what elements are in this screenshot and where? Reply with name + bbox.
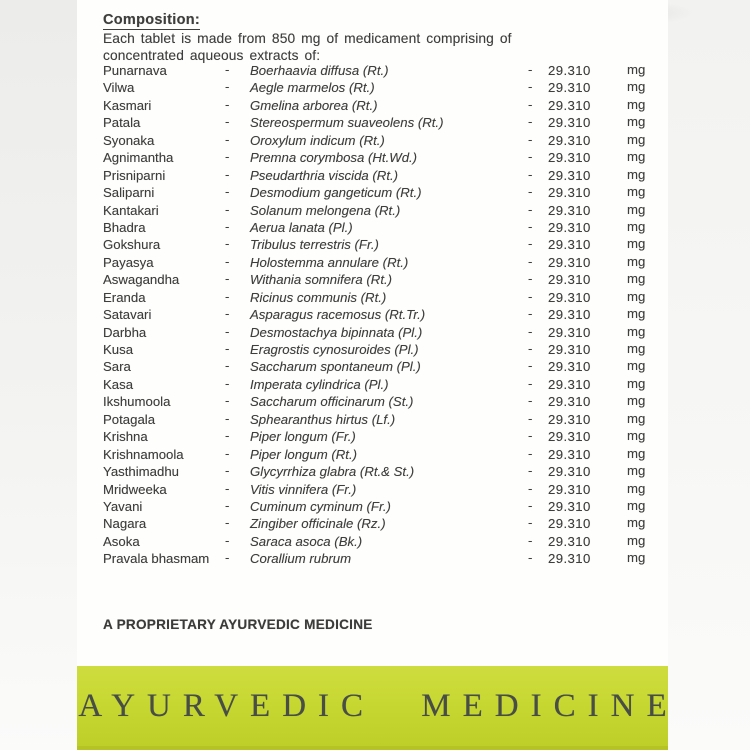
ingredient-unit: mg: [627, 410, 646, 426]
ingredient-row: [103, 63, 663, 80]
ingredient-row: [103, 447, 663, 464]
ingredient-unit: mg: [627, 323, 646, 339]
ingredient-name: Sara: [103, 359, 131, 375]
ingredient-latin-name: Vitis vinnifera (Fr.): [250, 481, 357, 497]
ingredient-latin-name: Tribulus terrestris (Fr.): [250, 237, 379, 253]
ingredient-amount: 29.310: [548, 376, 591, 392]
ingredient-unit: mg: [627, 218, 646, 234]
ingredient-amount: 29.310: [548, 411, 591, 427]
ingredient-row: [103, 464, 663, 481]
ingredient-name: Asoka: [103, 533, 140, 549]
ingredient-row: [103, 394, 663, 411]
ingredient-unit: mg: [627, 149, 646, 165]
separator-dash: -: [225, 515, 230, 531]
ingredient-amount: 29.310: [548, 446, 591, 462]
ingredient-name: Satavari: [103, 307, 152, 323]
separator-dash: -: [225, 114, 230, 130]
ingredient-unit: mg: [627, 131, 646, 147]
ingredient-name: Ikshumoola: [103, 394, 171, 410]
ingredient-amount: 29.310: [548, 464, 591, 480]
separator-dash: -: [528, 131, 533, 147]
ingredient-unit: mg: [627, 497, 646, 513]
ingredient-name: Mridweeka: [103, 481, 167, 497]
ingredient-unit: mg: [627, 445, 646, 461]
ingredient-row: [103, 185, 663, 202]
ingredient-row: [103, 150, 663, 167]
ingredient-amount: 29.310: [548, 498, 591, 514]
ingredient-name: Darbha: [103, 324, 147, 340]
ingredient-row: [103, 516, 663, 533]
separator-dash: -: [528, 149, 533, 165]
ingredient-amount: 29.310: [548, 481, 591, 497]
separator-dash: -: [528, 410, 533, 426]
medicine-label: [77, 0, 679, 750]
separator-dash: -: [225, 532, 230, 548]
separator-dash: -: [225, 201, 230, 217]
ingredient-row: [103, 115, 663, 132]
separator-dash: -: [528, 288, 533, 304]
ingredient-unit: mg: [627, 480, 646, 496]
ingredient-name: Agnimantha: [103, 150, 174, 166]
ingredient-unit: mg: [627, 288, 646, 304]
ingredient-row: [103, 220, 663, 237]
ingredient-name: Kasmari: [103, 97, 152, 113]
separator-dash: -: [528, 218, 533, 234]
ingredient-row: [103, 80, 663, 97]
ingredient-amount: 29.310: [548, 324, 591, 340]
separator-dash: -: [225, 463, 230, 479]
ingredient-unit: mg: [627, 515, 646, 531]
ingredient-row: [103, 534, 663, 551]
ingredient-latin-name: Withania somnifera (Rt.): [250, 272, 393, 288]
separator-dash: -: [225, 497, 230, 513]
separator-dash: -: [225, 253, 230, 269]
separator-dash: -: [225, 218, 230, 234]
ingredient-unit: mg: [627, 358, 646, 374]
ingredient-latin-name: Solanum melongena (Rt.): [250, 202, 401, 218]
ingredient-unit: mg: [627, 114, 646, 130]
ingredient-unit: mg: [627, 550, 646, 566]
ingredient-name: Saliparni: [103, 185, 155, 201]
ingredient-amount: 29.310: [548, 429, 591, 445]
ingredient-row: [103, 255, 663, 272]
ingredient-amount: 29.310: [548, 359, 591, 375]
ingredient-amount: 29.310: [548, 167, 591, 183]
ingredient-row: [103, 499, 663, 516]
ingredient-latin-name: Desmodium gangeticum (Rt.): [250, 185, 422, 201]
ingredient-amount: 29.310: [548, 307, 591, 323]
ingredient-latin-name: Gmelina arborea (Rt.): [250, 97, 378, 113]
separator-dash: -: [528, 428, 533, 444]
ingredient-row: [103, 237, 663, 254]
ingredient-unit: mg: [627, 306, 646, 322]
separator-dash: -: [528, 62, 533, 77]
ingredient-amount: 29.310: [548, 150, 591, 166]
separator-dash: -: [528, 96, 533, 112]
photo-margin-left: [0, 0, 77, 750]
separator-dash: -: [225, 393, 230, 409]
separator-dash: -: [225, 131, 230, 147]
ingredient-unit: mg: [627, 393, 646, 409]
ingredient-latin-name: Imperata cylindrica (Pl.): [250, 376, 389, 392]
separator-dash: -: [528, 393, 533, 409]
ingredient-unit: mg: [627, 79, 646, 95]
separator-dash: -: [528, 114, 533, 130]
separator-dash: -: [528, 515, 533, 531]
ingredient-name: Eranda: [103, 289, 146, 305]
separator-dash: -: [225, 323, 230, 339]
ingredient-latin-name: Cuminum cyminum (Fr.): [250, 498, 391, 514]
intro-line-1: Each tablet is made from 850 mg of medicament comprising of: [103, 31, 512, 46]
ingredient-unit: mg: [627, 253, 646, 269]
separator-dash: -: [225, 358, 230, 374]
ingredient-name: Punarnava: [103, 63, 167, 78]
ingredient-row: [103, 203, 663, 220]
ingredient-row: [103, 359, 663, 376]
ingredient-latin-name: Desmostachya bipinnata (Pl.): [250, 324, 423, 340]
ingredient-name: Krishnamoola: [103, 446, 184, 462]
separator-dash: -: [225, 428, 230, 444]
separator-dash: -: [225, 236, 230, 252]
ingredient-name: Kasa: [103, 376, 134, 392]
separator-dash: -: [528, 375, 533, 391]
separator-dash: -: [528, 271, 533, 287]
ingredient-name: Yavani: [103, 498, 143, 514]
separator-dash: -: [225, 410, 230, 426]
ingredient-amount: 29.310: [548, 237, 591, 253]
separator-dash: -: [528, 463, 533, 479]
composition-heading: Composition:: [103, 12, 201, 28]
ingredient-row: [103, 307, 663, 324]
separator-dash: -: [225, 341, 230, 356]
ayurvedic-medicine-banner: [77, 666, 679, 750]
separator-dash: -: [225, 375, 230, 391]
ingredient-row: [103, 482, 663, 499]
proprietary-statement: A PROPRIETARY AYURVEDIC MEDICINE: [103, 617, 373, 632]
ingredient-latin-name: Eragrostis cynosuroides (Pl.): [250, 342, 419, 357]
ingredient-amount: 29.310: [548, 272, 591, 288]
separator-dash: -: [225, 79, 230, 95]
ingredient-name: Potagala: [103, 411, 156, 427]
ingredient-name: Kusa: [103, 342, 134, 357]
ingredient-amount: 29.310: [548, 289, 591, 305]
ingredient-latin-name: Zingiber officinale (Rz.): [250, 516, 386, 532]
ingredient-latin-name: Aerua lanata (Pl.): [250, 219, 353, 235]
ingredient-latin-name: Aegle marmelos (Rt.): [250, 80, 375, 96]
ingredient-row: [103, 551, 663, 568]
ingredient-row: [103, 412, 663, 429]
ingredient-unit: mg: [627, 201, 646, 217]
ingredient-amount: 29.310: [548, 342, 591, 357]
ingredient-row: [103, 429, 663, 446]
ingredient-unit: mg: [627, 62, 646, 77]
ingredient-name: Pravala bhasmam: [103, 551, 210, 567]
ingredient-latin-name: Saraca asoca (Bk.): [250, 533, 363, 549]
ingredient-amount: 29.310: [548, 202, 591, 218]
ingredient-amount: 29.310: [548, 185, 591, 201]
ingredient-amount: 29.310: [548, 80, 591, 96]
separator-dash: -: [528, 532, 533, 548]
separator-dash: -: [225, 480, 230, 496]
separator-dash: -: [528, 236, 533, 252]
ingredient-row: [103, 325, 663, 342]
ingredient-unit: mg: [627, 463, 646, 479]
separator-dash: -: [528, 358, 533, 374]
separator-dash: -: [528, 480, 533, 496]
ingredient-latin-name: Piper longum (Rt.): [250, 446, 358, 462]
ingredient-amount: 29.310: [548, 516, 591, 532]
ingredient-latin-name: Saccharum officinarum (St.): [250, 394, 414, 410]
separator-dash: -: [225, 166, 230, 182]
separator-dash: -: [225, 149, 230, 165]
ingredient-latin-name: Ricinus communis (Rt.): [250, 289, 387, 305]
ingredient-latin-name: Sphearanthus hirtus (Lf.): [250, 411, 396, 427]
ingredient-row: [103, 272, 663, 289]
intro-line-2: concentrated aqueous extracts of:: [103, 48, 321, 63]
ingredient-name: Gokshura: [103, 237, 161, 253]
ingredient-name: Payasya: [103, 254, 154, 270]
ingredient-row: [103, 133, 663, 150]
ingredient-name: Krishna: [103, 429, 148, 445]
ingredient-name: Syonaka: [103, 132, 155, 148]
ingredient-row: [103, 168, 663, 185]
ingredient-latin-name: Asparagus racemosus (Rt.Tr.): [250, 307, 426, 323]
ingredient-unit: mg: [627, 236, 646, 252]
separator-dash: -: [225, 306, 230, 322]
ingredient-amount: 29.310: [548, 219, 591, 235]
ingredient-latin-name: Stereospermum suaveolens (Rt.): [250, 115, 444, 131]
ingredient-name: Yasthimadhu: [103, 464, 179, 480]
ingredient-name: Patala: [103, 115, 141, 131]
separator-dash: -: [528, 497, 533, 513]
separator-dash: -: [528, 201, 533, 217]
separator-dash: -: [225, 96, 230, 112]
ingredient-unit: mg: [627, 532, 646, 548]
ingredient-unit: mg: [627, 166, 646, 182]
separator-dash: -: [528, 166, 533, 182]
ingredient-latin-name: Boerhaavia diffusa (Rt.): [250, 63, 389, 78]
ingredient-row: [103, 342, 663, 359]
ingredient-latin-name: Piper longum (Fr.): [250, 429, 356, 445]
ingredient-name: Prisniparni: [103, 167, 166, 183]
separator-dash: -: [528, 550, 533, 566]
separator-dash: -: [225, 550, 230, 566]
separator-dash: -: [528, 445, 533, 461]
ingredient-latin-name: Holostemma annulare (Rt.): [250, 254, 409, 270]
ingredient-latin-name: Glycyrrhiza glabra (Rt.& St.): [250, 464, 415, 480]
banner-text: AYURVEDIC MEDICINE: [78, 687, 679, 724]
separator-dash: -: [528, 306, 533, 322]
ingredient-row: [103, 98, 663, 115]
composition-table: [103, 63, 663, 569]
ingredient-name: Aswagandha: [103, 272, 180, 288]
ingredient-latin-name: Oroxylum indicum (Rt.): [250, 132, 385, 148]
ingredient-amount: 29.310: [548, 115, 591, 131]
ingredient-latin-name: Premna corymbosa (Ht.Wd.): [250, 150, 418, 166]
ingredient-amount: 29.310: [548, 533, 591, 549]
ingredient-amount: 29.310: [548, 97, 591, 113]
ingredient-amount: 29.310: [548, 254, 591, 270]
separator-dash: -: [528, 79, 533, 95]
ingredient-amount: 29.310: [548, 132, 591, 148]
ingredient-amount: 29.310: [548, 394, 591, 410]
ingredient-unit: mg: [627, 428, 646, 444]
ingredient-name: Vilwa: [103, 80, 135, 96]
ingredient-unit: mg: [627, 271, 646, 287]
photo-margin-right: [668, 0, 750, 750]
ingredient-latin-name: Corallium rubrum: [250, 551, 352, 567]
ingredient-unit: mg: [627, 341, 646, 356]
ingredient-latin-name: Saccharum spontaneum (Pl.): [250, 359, 421, 375]
ingredient-name: Kantakari: [103, 202, 159, 218]
separator-dash: -: [225, 62, 230, 77]
separator-dash: -: [225, 288, 230, 304]
separator-dash: -: [225, 184, 230, 200]
ingredient-unit: mg: [627, 184, 646, 200]
ingredient-amount: 29.310: [548, 551, 591, 567]
ingredient-latin-name: Pseudarthria viscida (Rt.): [250, 167, 399, 183]
separator-dash: -: [528, 323, 533, 339]
separator-dash: -: [225, 445, 230, 461]
ingredient-unit: mg: [627, 375, 646, 391]
ingredient-row: [103, 377, 663, 394]
ingredient-name: Nagara: [103, 516, 147, 532]
separator-dash: -: [528, 184, 533, 200]
ingredient-unit: mg: [627, 96, 646, 112]
ingredient-name: Bhadra: [103, 219, 146, 235]
ingredient-row: [103, 290, 663, 307]
separator-dash: -: [528, 341, 533, 356]
separator-dash: -: [225, 271, 230, 287]
separator-dash: -: [528, 253, 533, 269]
ingredient-amount: 29.310: [548, 63, 591, 78]
